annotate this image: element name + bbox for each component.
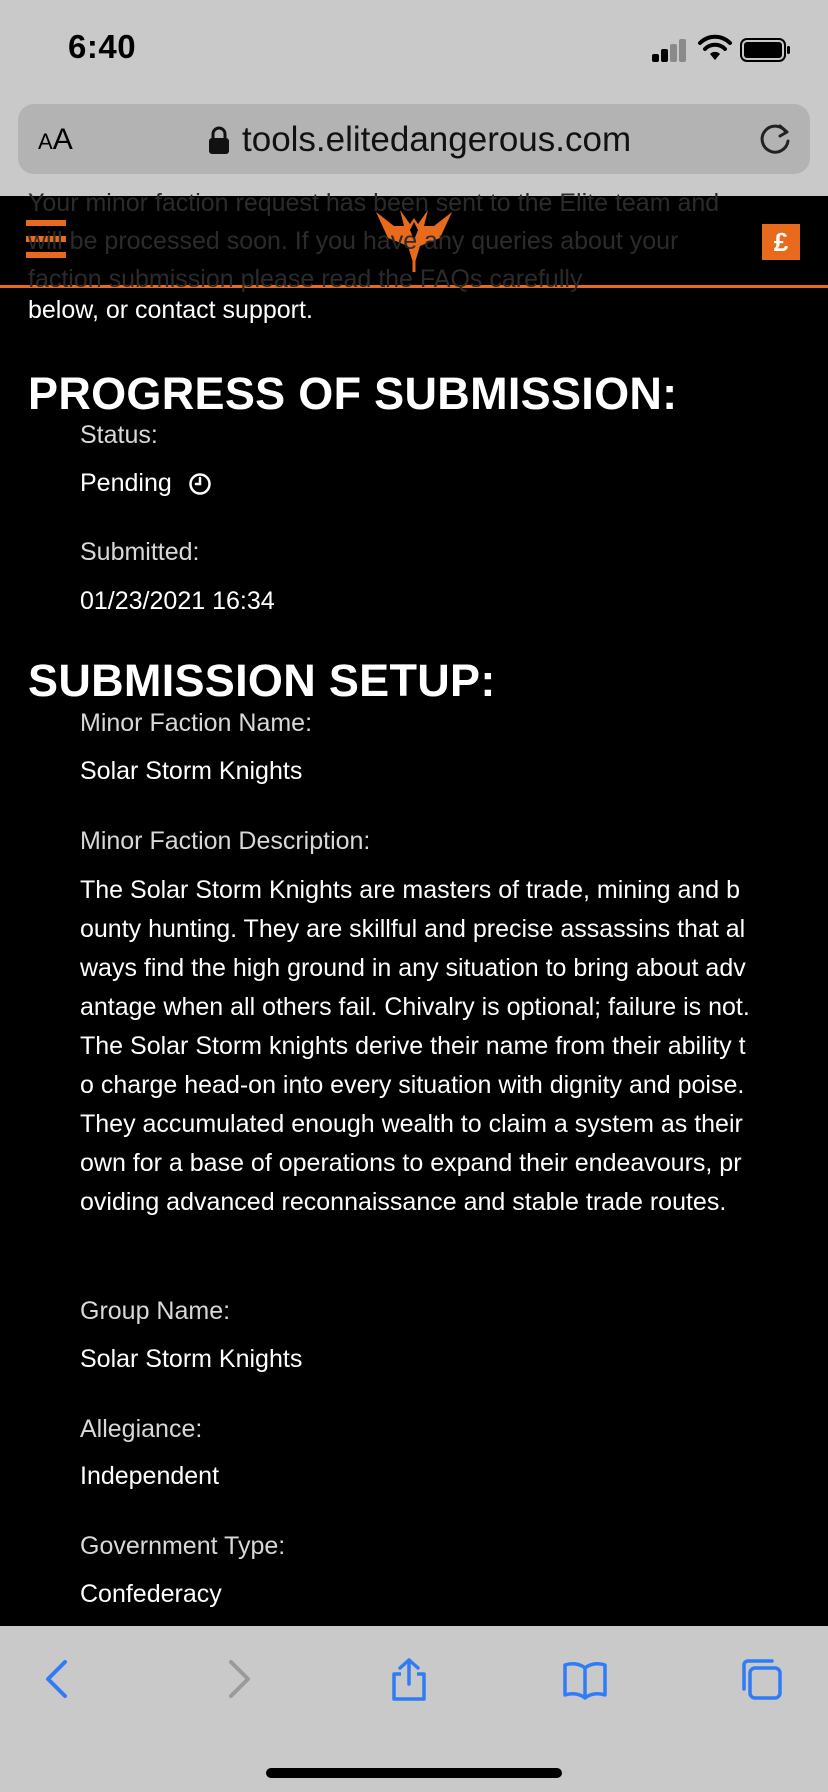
browser-address-area <box>0 96 828 196</box>
faction-name-value: Solar Storm Knights <box>80 757 303 785</box>
intro-text: below, or contact support. <box>28 296 313 324</box>
status-time: 6:40 <box>68 28 137 65</box>
share-icon[interactable] <box>386 1656 432 1702</box>
progress-title: PROGRESS OF SUBMISSION: <box>28 368 678 419</box>
clock-icon <box>188 472 212 496</box>
wifi-icon <box>697 34 733 62</box>
status-value <box>80 469 212 498</box>
lock-icon <box>208 125 230 155</box>
status-text: Pending <box>80 469 172 497</box>
site-header <box>0 196 828 288</box>
text-size-button[interactable]: AA <box>38 123 73 156</box>
address-bar[interactable] <box>18 104 810 174</box>
group-name-value: Solar Storm Knights <box>80 1345 303 1373</box>
government-label: Government Type: <box>80 1532 286 1560</box>
status-bar <box>0 0 828 96</box>
allegiance-value: Independent <box>80 1462 220 1490</box>
hamburger-menu-icon[interactable] <box>26 220 66 258</box>
status-label: Status: <box>80 421 158 449</box>
submitted-value: 01/23/2021 16:34 <box>80 587 275 615</box>
intro-text-under-header: Your minor faction request has been sent to the Elite team and will be processed soon. If you have any queries about your faction submission please read the FAQs carefully <box>28 189 720 293</box>
setup-title: SUBMISSION SETUP: <box>28 655 496 706</box>
back-icon[interactable] <box>36 1656 82 1702</box>
description-label: Minor Faction Description: <box>80 827 371 855</box>
elite-dangerous-logo[interactable] <box>374 204 454 274</box>
battery-icon <box>740 38 792 62</box>
description-value: The Solar Storm Knights are masters of trade, mining and bounty hunting. They are skillful and precise assassins that always find the high ground in any situation to bring about advantage when all others fail. Chivalry is optional; failure is not. The Solar Storm knights derive their name from their ability to charge head-on into every situation with dignity and poise. They accumulated enough wealth to claim a system as their own for a base of operations to expand their endeavours, providing advanced reconnaissance and stable trade routes. <box>80 876 750 1216</box>
url-text: tools.elitedangerous.com <box>242 120 632 159</box>
forward-icon[interactable] <box>214 1656 260 1702</box>
bookmarks-icon[interactable] <box>562 1656 608 1702</box>
faction-name-label: Minor Faction Name: <box>80 709 313 737</box>
currency-button[interactable]: £ <box>762 224 800 260</box>
tabs-icon[interactable] <box>738 1656 784 1702</box>
submitted-label: Submitted: <box>80 538 200 566</box>
group-name-label: Group Name: <box>80 1297 231 1325</box>
government-value: Confederacy <box>80 1580 222 1608</box>
home-indicator[interactable] <box>266 1768 562 1778</box>
url-display[interactable] <box>208 120 631 160</box>
reload-icon[interactable] <box>756 120 794 158</box>
cellular-signal-icon <box>652 38 688 62</box>
browser-toolbar <box>0 1626 828 1792</box>
allegiance-label: Allegiance: <box>80 1415 203 1443</box>
